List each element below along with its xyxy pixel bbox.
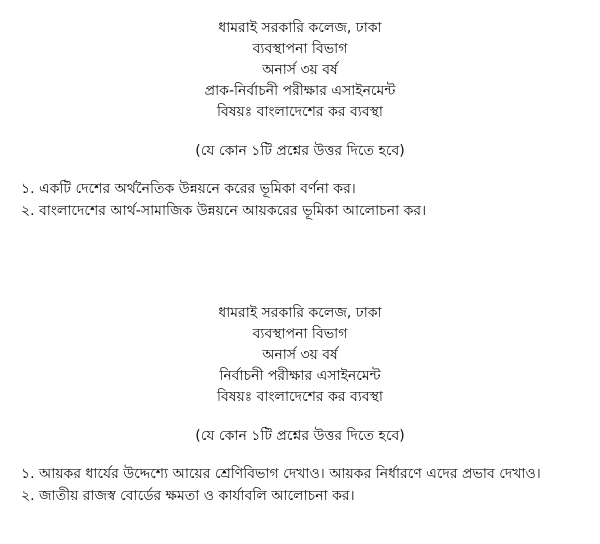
subject-line: বিষয়ঃ বাংলাদেশের কর ব্যবস্থা [216,104,383,120]
department-name: ব্যবস্থাপনা বিভাগ [252,326,348,342]
year-label: অনার্স ৩য় বর্ষ [262,62,338,78]
question-item: ২. বাংলাদেশের আর্থ-সামাজিক উন্নয়নে আয়করের ভূমিকা আলোচনা কর। [21,203,427,219]
question-list [0,463,600,507]
college-name: ধামরাই সরকারি কলেজ, ঢাকা [218,305,382,321]
department-name: ব্যবস্থাপনা বিভাগ [252,41,348,57]
answer-instruction: (যে কোন ১টি প্রশ্নের উত্তর দিতে হবে) [195,428,405,444]
assignment-section-preselection [0,18,600,222]
subject-line: বিষয়ঃ বাংলাদেশের কর ব্যবস্থা [216,389,383,405]
assignment-title: নির্বাচনী পরীক্ষার এসাইনমেন্ট [219,368,381,384]
year-label: অনার্স ৩য় বর্ষ [262,347,338,363]
college-name: ধামরাই সরকারি কলেজ, ঢাকা [218,20,382,36]
assignment-section-selection [0,303,600,507]
question-item: ২. জাতীয় রাজস্ব বোর্ডের ক্ষমতা ও কার্যাবলি আলোচনা কর। [21,488,355,504]
answer-instruction: (যে কোন ১টি প্রশ্নের উত্তর দিতে হবে) [195,143,405,159]
assignment-title: প্রাক-নির্বাচনী পরীক্ষার এসাইনমেন্ট [204,83,396,99]
question-list [0,178,600,222]
question-item: ১. আয়কর ধার্যের উদ্দেশ্যে আয়ের শ্রেণিবিভাগ দেখাও। আয়কর নির্ধারণে এদের প্রভাব দেখাও। [21,466,541,482]
question-item: ১. একটি দেশের অর্থনৈতিক উন্নয়নে করের ভূমিকা বর্ণনা কর। [21,181,356,197]
